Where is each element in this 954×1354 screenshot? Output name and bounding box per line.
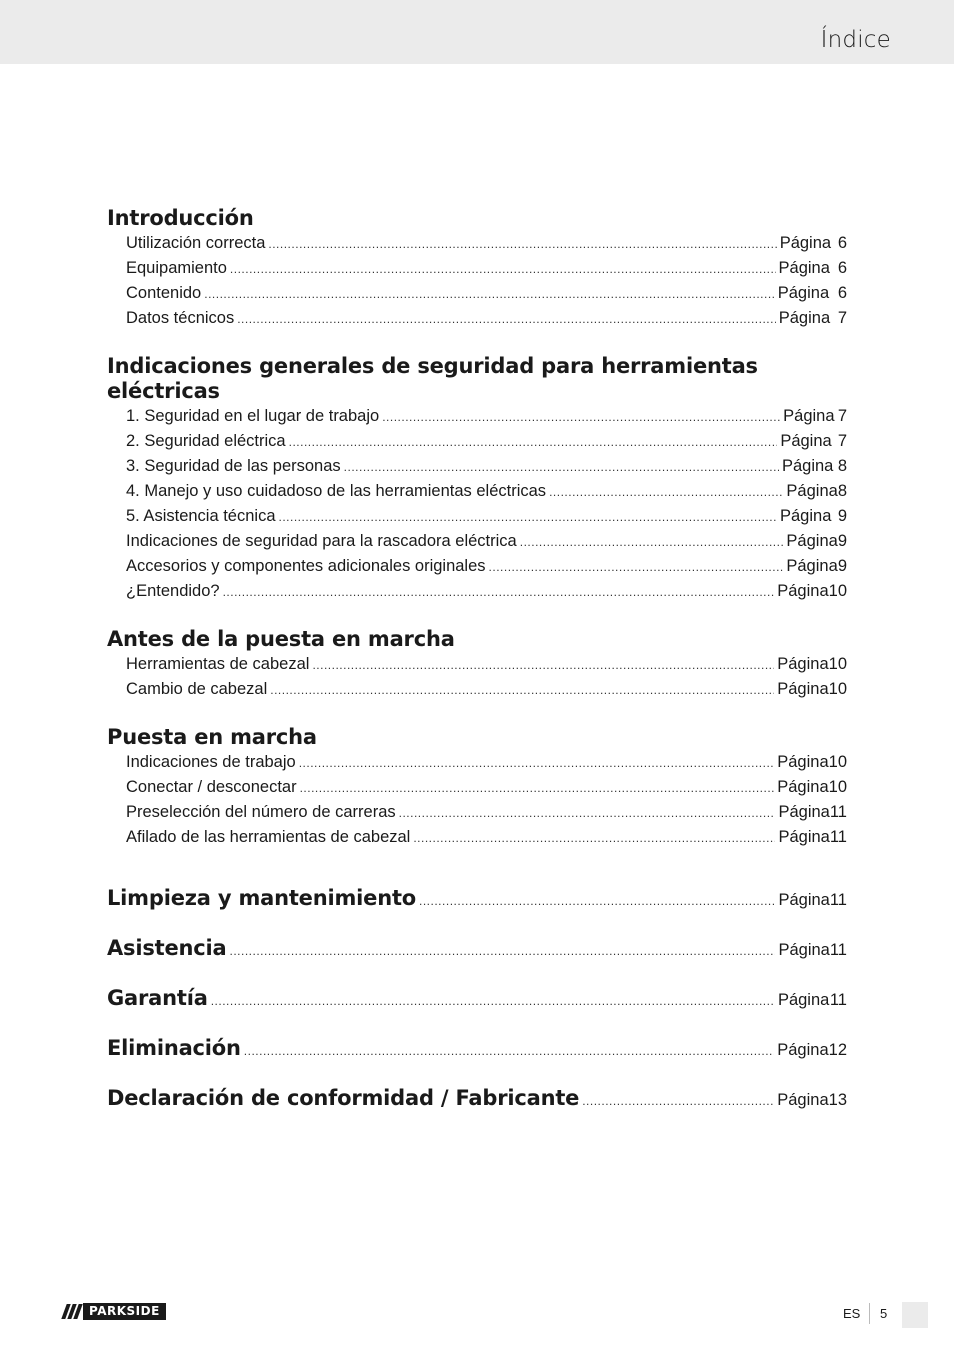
main-entry-label: Asistencia [107, 936, 227, 960]
page-word: Página [778, 259, 830, 277]
entry-label: 1. Seguridad en el lugar de trabajo [126, 407, 380, 425]
toc-entry[interactable] [107, 554, 847, 579]
dot-leader [270, 678, 774, 703]
page-title: Índice [820, 27, 891, 53]
entry-label: 2. Seguridad eléctrica [126, 432, 286, 450]
toc-entry[interactable] [107, 825, 847, 850]
dot-leader [582, 1076, 774, 1126]
toc-entry[interactable] [107, 579, 847, 604]
page-word: Página [777, 1091, 829, 1109]
dot-leader [268, 232, 776, 257]
dot-leader [244, 1026, 774, 1076]
entry-label: Cambio de cabezal [126, 680, 268, 698]
page-word: Página [780, 507, 832, 525]
page-word: Página [777, 655, 829, 673]
page-number: 10 [828, 778, 847, 796]
toc-entry[interactable] [107, 256, 847, 281]
page-number: 11 [829, 828, 847, 846]
page-number: 9 [837, 557, 847, 575]
toc-entry[interactable] [107, 281, 847, 306]
page-number: 11 [829, 891, 847, 909]
page-number: 6 [837, 234, 847, 252]
logo-text: PARKSIDE [83, 1303, 166, 1320]
page-word: Página [777, 680, 829, 698]
dot-leader [312, 653, 774, 678]
logo-slashes-icon [64, 1304, 80, 1319]
entry-label: Afilado de las herramientas de cabezal [126, 828, 411, 846]
entry-label: Indicaciones de seguridad para la rascadora eléctrica [126, 532, 517, 550]
page-number: 9 [837, 507, 847, 525]
page-word: Página [778, 891, 830, 909]
page-word: Página [786, 557, 838, 575]
page-word: Página [778, 941, 830, 959]
toc-main-entry[interactable] [107, 1073, 847, 1123]
main-entry-label: Garantía [107, 986, 208, 1010]
dot-leader [300, 776, 775, 801]
table-of-contents [107, 206, 847, 1123]
entry-label: Indicaciones de trabajo [126, 753, 296, 771]
dot-leader [230, 257, 776, 282]
dot-leader [419, 876, 775, 926]
dot-leader [211, 976, 775, 1026]
toc-entry[interactable] [107, 429, 847, 454]
page-number: 8 [837, 482, 847, 500]
toc-main-entry[interactable] [107, 923, 847, 973]
section-heading: Introducción [107, 206, 254, 230]
toc-section-puesta-en-marcha [107, 725, 847, 850]
toc-entry[interactable] [107, 404, 847, 429]
dot-leader [399, 801, 776, 826]
page-word: Página [778, 828, 830, 846]
page-number: 10 [828, 680, 847, 698]
page-number: 6 [837, 284, 847, 302]
footer-divider [869, 1303, 870, 1324]
toc-main-entries [107, 873, 847, 1123]
page-word: Página [777, 582, 829, 600]
toc-main-entry[interactable] [107, 973, 847, 1023]
page-word: Página [777, 1041, 829, 1059]
entry-label: Equipamiento [126, 259, 227, 277]
page-number: 11 [829, 803, 847, 821]
entry-label: Datos técnicos [126, 309, 235, 327]
toc-entry[interactable] [107, 529, 847, 554]
toc-section-antes-puesta-en-marcha [107, 627, 847, 702]
entry-label: 4. Manejo y uso cuidadoso de las herramientas eléctricas [126, 482, 547, 500]
toc-section-seguridad [107, 354, 847, 604]
toc-entry[interactable] [107, 677, 847, 702]
footer-page-number: 5 [880, 1306, 888, 1321]
page-word: Página [778, 803, 830, 821]
dot-leader [237, 307, 776, 332]
page-word: Página [786, 532, 838, 550]
page-word: Página [780, 432, 832, 450]
page-number: 11 [829, 991, 847, 1009]
dot-leader [489, 555, 784, 580]
entry-label: Conectar / desconectar [126, 778, 297, 796]
page-word: Página [777, 778, 829, 796]
entry-label: Contenido [126, 284, 202, 302]
entry-label: Utilización correcta [126, 234, 266, 252]
page-word: Página [786, 482, 838, 500]
toc-main-entry[interactable] [107, 1023, 847, 1073]
page-word: Página [781, 457, 834, 475]
toc-entry[interactable] [107, 800, 847, 825]
entry-label: Preselección del número de carreras [126, 803, 396, 821]
header-bar [0, 0, 954, 64]
toc-entry[interactable] [107, 306, 847, 331]
page-number: 7 [837, 407, 847, 425]
section-heading: Antes de la puesta en marcha [107, 627, 455, 651]
entry-label: Herramientas de cabezal [126, 655, 310, 673]
dot-leader [289, 430, 778, 455]
page-number: 10 [828, 655, 847, 673]
toc-entry[interactable] [107, 775, 847, 800]
toc-entry[interactable] [107, 454, 847, 479]
toc-entry[interactable] [107, 479, 847, 504]
page-word: Página [779, 234, 832, 252]
page-word: Página [777, 991, 830, 1009]
dot-leader [344, 455, 779, 480]
page-number: 8 [837, 457, 847, 475]
toc-main-entry[interactable] [107, 873, 847, 923]
dot-leader [279, 505, 778, 530]
dot-leader [382, 405, 780, 430]
section-heading: Puesta en marcha [107, 725, 317, 749]
page-number: 7 [837, 309, 847, 327]
toc-entry[interactable] [107, 231, 847, 256]
dot-leader [223, 580, 775, 605]
dot-leader [413, 826, 775, 851]
language-code: ES [843, 1306, 861, 1321]
toc-entry[interactable] [107, 652, 847, 677]
page-number: 12 [828, 1041, 847, 1059]
page-word: Página [777, 284, 830, 302]
entry-label: ¿Entendido? [126, 582, 220, 600]
main-entry-label: Eliminación [107, 1036, 241, 1060]
dot-leader [230, 926, 776, 976]
dot-leader [204, 282, 775, 307]
section-heading: Indicaciones generales de seguridad para herramientas eléctricas [107, 354, 758, 403]
entry-label: 3. Seguridad de las personas [126, 457, 341, 475]
page-word: Página [783, 407, 835, 425]
page-number: 10 [828, 753, 847, 771]
footer-tab-marker [902, 1302, 928, 1328]
dot-leader [549, 480, 783, 505]
toc-entry[interactable] [107, 750, 847, 775]
page-number: 6 [837, 259, 847, 277]
parkside-logo [64, 1303, 166, 1320]
page-number: 13 [828, 1091, 847, 1109]
dot-leader [299, 751, 775, 776]
page-number: 9 [837, 532, 847, 550]
dot-leader [520, 530, 784, 555]
main-entry-label: Declaración de conformidad / Fabricante [107, 1086, 580, 1110]
main-entry-label: Limpieza y mantenimiento [107, 886, 417, 910]
entry-label: Accesorios y componentes adicionales originales [126, 557, 486, 575]
page-number: 7 [837, 432, 847, 450]
page-word: Página [777, 753, 829, 771]
entry-label: 5. Asistencia técnica [126, 507, 276, 525]
page-number: 10 [828, 582, 847, 600]
toc-entry[interactable] [107, 504, 847, 529]
page-number: 11 [829, 941, 847, 959]
page-word: Página [778, 309, 831, 327]
toc-section-introduccion [107, 206, 847, 331]
